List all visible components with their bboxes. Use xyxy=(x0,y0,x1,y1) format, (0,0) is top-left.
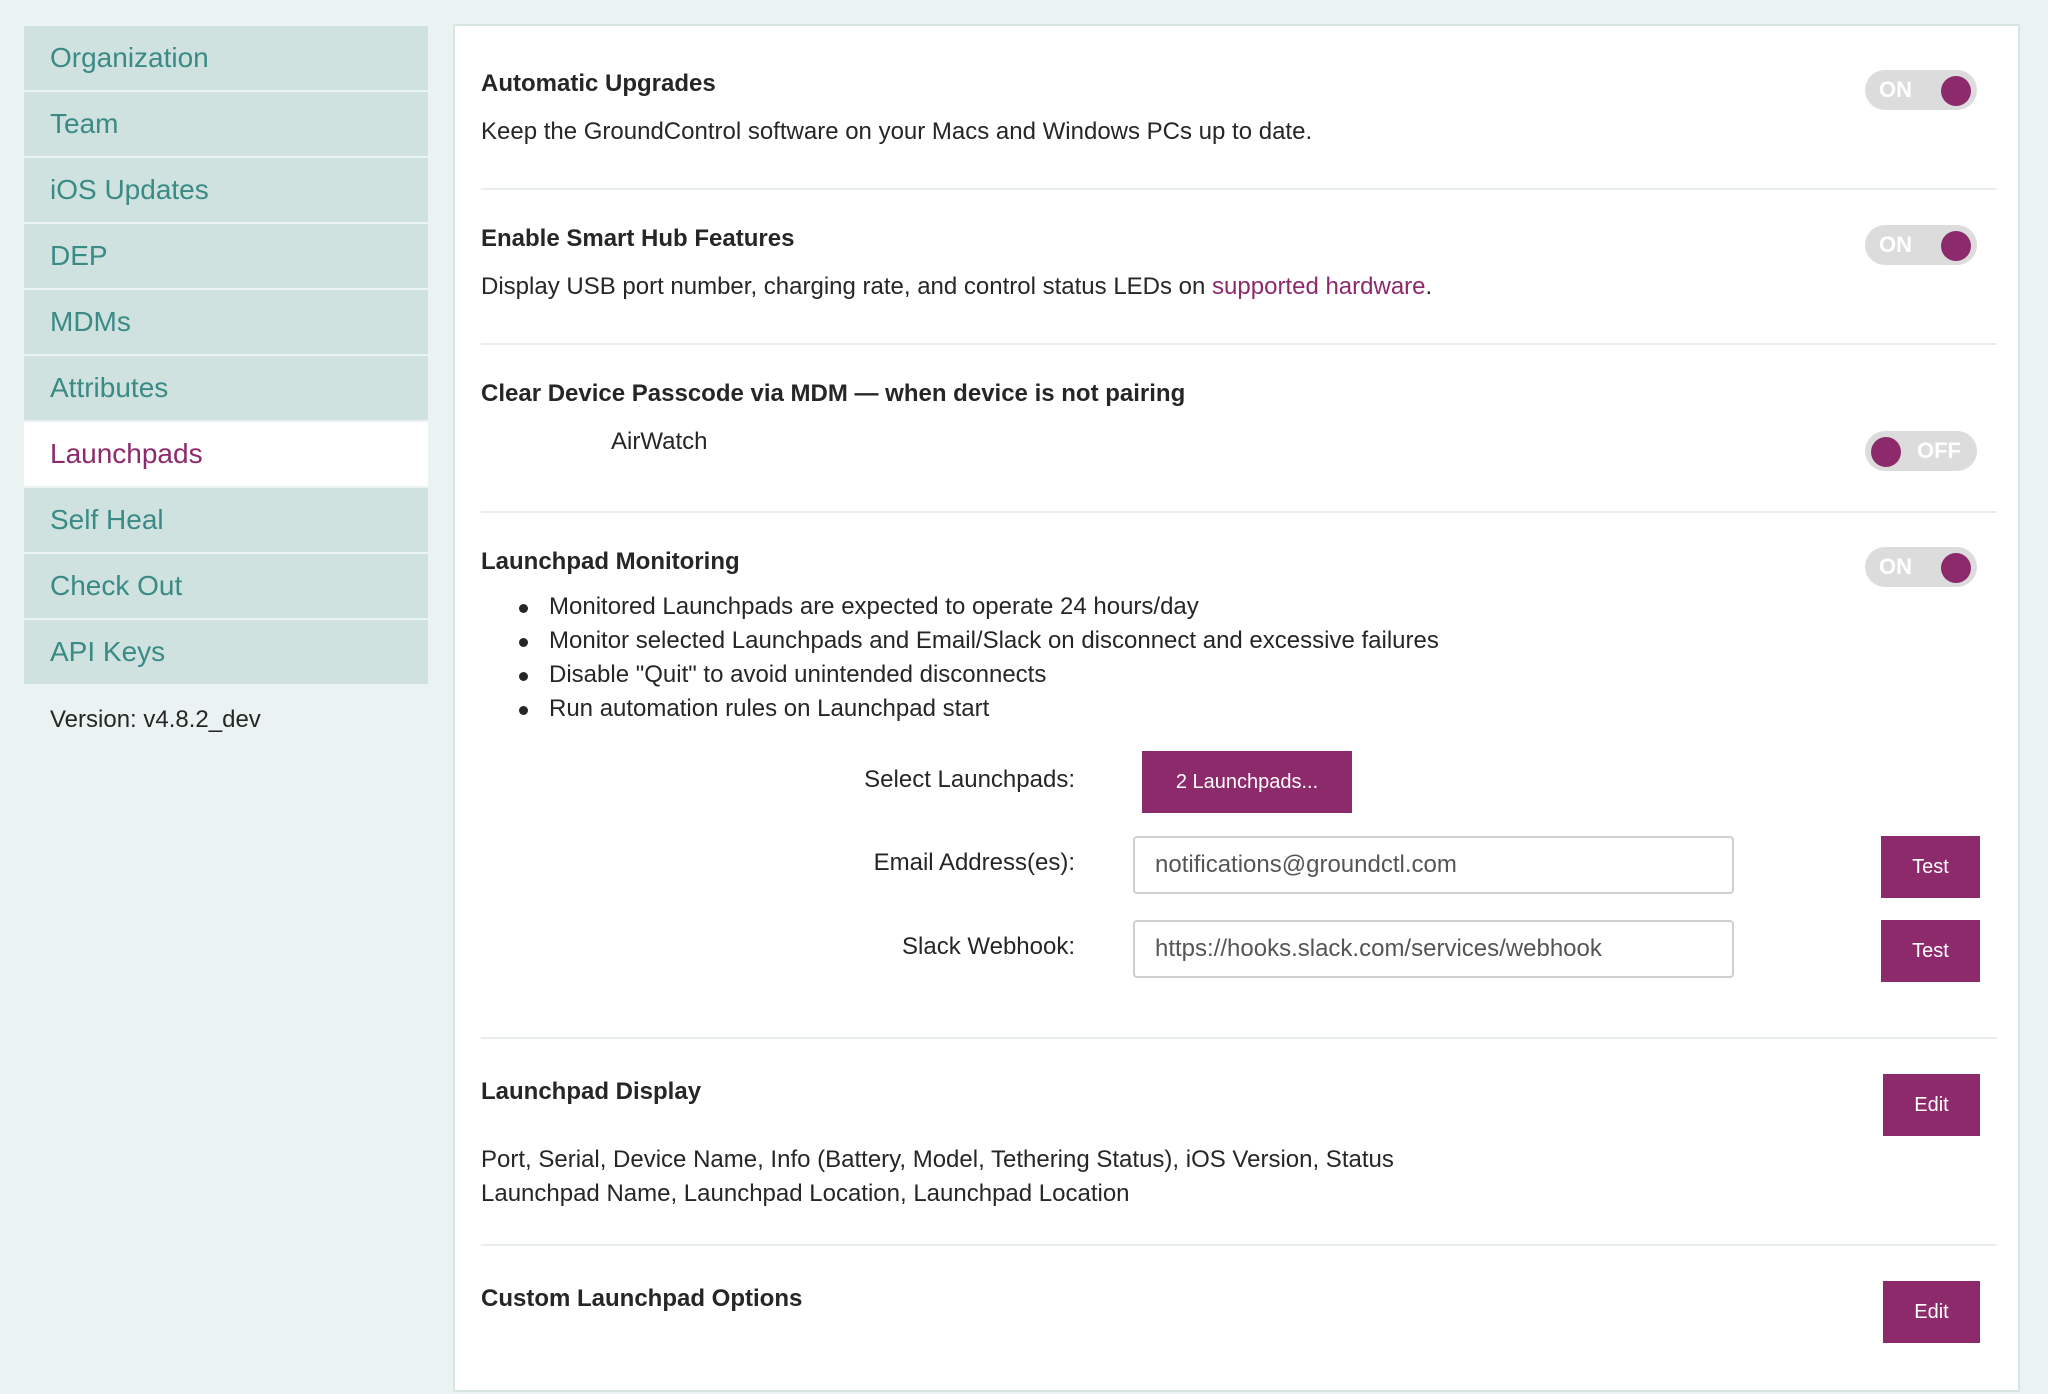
launchpad-display-section xyxy=(481,1078,1997,1208)
sidebar-item-organization[interactable]: Organization xyxy=(24,26,428,90)
launchpad-monitoring-title: Launchpad Monitoring xyxy=(481,548,740,575)
automatic-upgrades-toggle[interactable] xyxy=(1865,70,1977,110)
toggle-state-label: ON xyxy=(1879,554,1912,579)
launchpad-display-columns: Port, Serial, Device Name, Info (Battery, Model, Tethering Status), iOS Version, Status xyxy=(481,1146,1394,1173)
launchpad-display-title: Launchpad Display xyxy=(481,1078,702,1105)
toggle-knob xyxy=(1941,553,1971,583)
list-item xyxy=(481,590,1997,624)
section-divider xyxy=(481,511,1997,513)
bullet-text: Run automation rules on Launchpad start xyxy=(549,695,990,722)
sidebar-item-mdms[interactable]: MDMs xyxy=(24,290,428,354)
edit-custom-options-button[interactable]: Edit xyxy=(1883,1281,1980,1343)
clear-passcode-title: Clear Device Passcode via MDM — when device is not pairing xyxy=(481,380,1186,407)
list-item xyxy=(481,692,1997,726)
launchpad-display-columns-secondary: Launchpad Name, Launchpad Location, Launchpad Location xyxy=(481,1180,1130,1207)
bullet-icon xyxy=(519,604,528,613)
smart-hub-toggle[interactable] xyxy=(1865,225,1977,265)
mdm-name-label: AirWatch xyxy=(611,428,708,455)
smart-hub-section xyxy=(481,225,1997,301)
bullet-text: Disable "Quit" to avoid unintended disconnects xyxy=(549,661,1047,688)
settings-panel xyxy=(453,24,2020,1392)
email-input[interactable] xyxy=(1133,836,1734,894)
bullet-text: Monitor selected Launchpads and Email/Slack on disconnect and excessive failures xyxy=(549,627,1439,654)
select-launchpads-button[interactable]: 2 Launchpads... xyxy=(1142,751,1352,813)
bullet-icon xyxy=(519,706,528,715)
edit-launchpad-display-button[interactable]: Edit xyxy=(1883,1074,1980,1136)
smart-hub-description xyxy=(481,273,1997,301)
custom-options-section xyxy=(481,1285,1997,1313)
sidebar-item-launchpads[interactable]: Launchpads xyxy=(24,422,428,486)
launchpad-monitoring-section xyxy=(481,548,1997,726)
clear-passcode-airwatch-toggle[interactable] xyxy=(1865,431,1977,471)
email-label: Email Address(es): xyxy=(873,849,1075,876)
bullet-icon xyxy=(519,672,528,681)
test-slack-button[interactable]: Test xyxy=(1881,920,1980,982)
toggle-knob xyxy=(1941,76,1971,106)
sidebar-item-attributes[interactable]: Attributes xyxy=(24,356,428,420)
slack-webhook-input[interactable] xyxy=(1133,920,1734,978)
section-divider xyxy=(481,1244,1997,1246)
sidebar-item-team[interactable]: Team xyxy=(24,92,428,156)
automatic-upgrades-section xyxy=(481,70,1997,146)
automatic-upgrades-description: Keep the GroundControl software on your Macs and Windows PCs up to date. xyxy=(481,118,1313,145)
sidebar-item-ios-updates[interactable]: iOS Updates xyxy=(24,158,428,222)
section-divider xyxy=(481,343,1997,345)
toggle-state-label: ON xyxy=(1879,77,1912,102)
test-email-button[interactable]: Test xyxy=(1881,836,1980,898)
sidebar-item-check-out[interactable]: Check Out xyxy=(24,554,428,618)
launchpad-monitoring-toggle[interactable] xyxy=(1865,547,1977,587)
sidebar xyxy=(24,26,428,734)
select-launchpads-label: Select Launchpads: xyxy=(864,766,1075,793)
toggle-knob xyxy=(1871,437,1901,467)
toggle-knob xyxy=(1941,231,1971,261)
version-label: Version: v4.8.2_dev xyxy=(50,706,261,733)
smart-hub-title: Enable Smart Hub Features xyxy=(481,225,795,252)
bullet-icon xyxy=(519,638,528,647)
sidebar-item-dep[interactable]: DEP xyxy=(24,224,428,288)
supported-hardware-link[interactable]: supported hardware xyxy=(1212,273,1426,300)
list-item xyxy=(481,658,1997,692)
custom-options-title: Custom Launchpad Options xyxy=(481,1285,803,1312)
smart-hub-description-text: Display USB port number, charging rate, and control status LEDs on xyxy=(481,273,1213,300)
automatic-upgrades-title: Automatic Upgrades xyxy=(481,70,716,97)
section-divider xyxy=(481,188,1997,190)
monitoring-bullet-list xyxy=(481,590,1997,726)
sidebar-item-api-keys[interactable]: API Keys xyxy=(24,620,428,684)
toggle-state-label: OFF xyxy=(1917,438,1961,463)
sidebar-item-self-heal[interactable]: Self Heal xyxy=(24,488,428,552)
clear-passcode-section xyxy=(481,380,1997,456)
slack-webhook-label: Slack Webhook: xyxy=(902,933,1075,960)
toggle-state-label: ON xyxy=(1879,232,1912,257)
bullet-text: Monitored Launchpads are expected to operate 24 hours/day xyxy=(549,593,1199,620)
smart-hub-description-end: . xyxy=(1425,273,1433,300)
list-item xyxy=(481,624,1997,658)
section-divider xyxy=(481,1037,1997,1039)
